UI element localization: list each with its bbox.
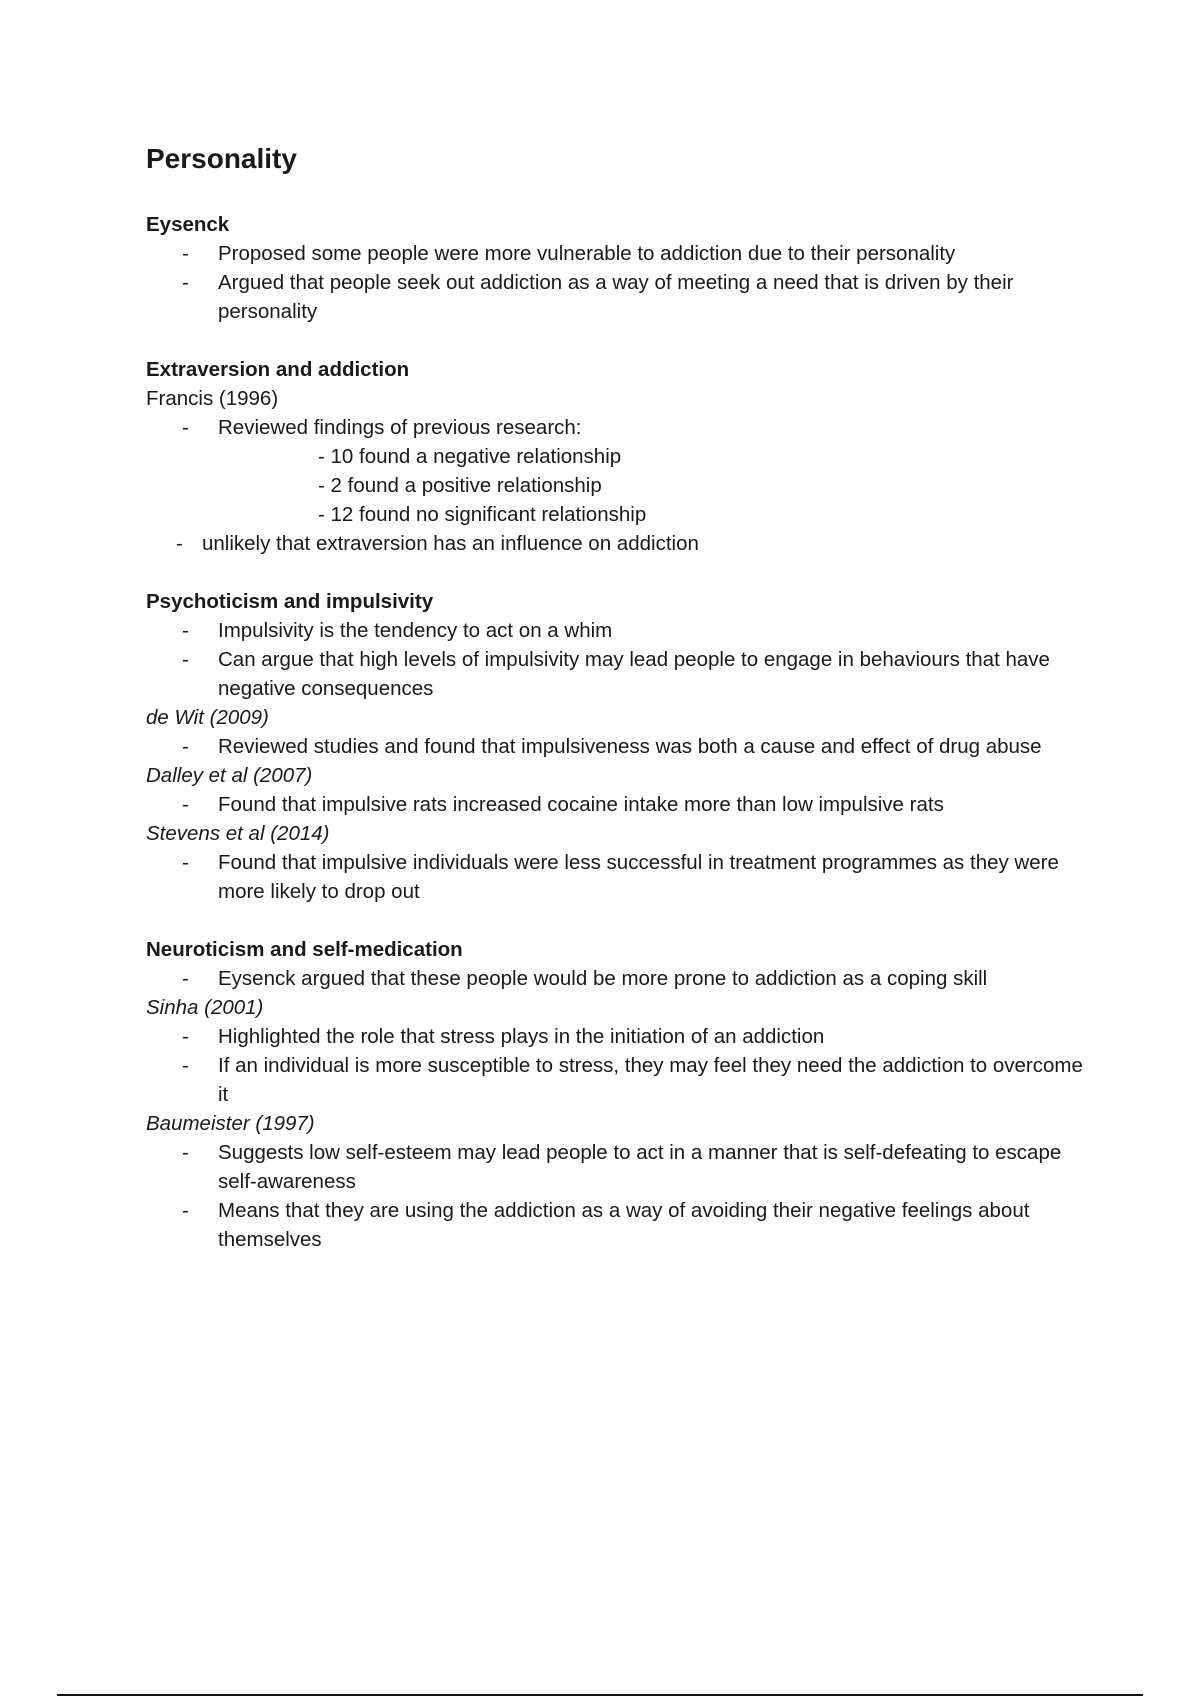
section-heading: Neuroticism and self-medication	[146, 938, 463, 961]
bullet-list	[146, 790, 1086, 819]
list-item: - Highlighted the role that stress plays in the initiation of an addiction	[218, 1022, 1086, 1051]
page-title: Personality	[146, 143, 297, 174]
list-item: - Found that impulsive rats increased cocaine intake more than low impulsive rats	[218, 790, 1086, 819]
finding-item: - 2 found a positive relationship	[318, 471, 1086, 500]
bullet-list	[146, 848, 1086, 906]
citation: Stevens et al (2014)	[146, 822, 330, 845]
citation: Baumeister (1997)	[146, 1112, 315, 1135]
section-eysenck	[146, 210, 1086, 326]
bullet-list	[146, 1022, 1086, 1109]
section-heading: Eysenck	[146, 213, 230, 236]
conclusion-item: - unlikely that extraversion has an influence on addiction	[202, 529, 1086, 558]
list-item: - Impulsivity is the tendency to act on a whim	[218, 616, 1086, 645]
list-item: - Found that impulsive individuals were less successful in treatment programmes as they were more likely to drop out	[218, 848, 1086, 906]
bullet-list	[146, 1138, 1086, 1254]
bullet-list	[146, 239, 1086, 326]
list-item: - Argued that people seek out addiction as a way of meeting a need that is driven by their personality	[218, 268, 1086, 326]
page-bottom-rule	[57, 1694, 1143, 1696]
list-item: - Suggests low self-esteem may lead people to act in a manner that is self-defeating to escape self-awareness	[218, 1138, 1086, 1196]
bullet-list	[146, 964, 1086, 993]
conclusion-list	[146, 529, 1086, 558]
findings-list	[218, 442, 1086, 529]
section-psychoticism	[146, 587, 1086, 906]
list-item: - Means that they are using the addiction as a way of avoiding their negative feelings about themselves	[218, 1196, 1086, 1254]
list-item: - Can argue that high levels of impulsivity may lead people to engage in behaviours that have negative consequences	[218, 645, 1086, 703]
finding-item: - 10 found a negative relationship	[318, 442, 1086, 471]
section-extraversion	[146, 355, 1086, 558]
bullet-list	[146, 616, 1086, 703]
section-neuroticism	[146, 935, 1086, 1254]
list-item-text: Reviewed findings of previous research:	[218, 416, 582, 439]
bullet-list	[146, 413, 1086, 529]
citation: Francis (1996)	[146, 387, 279, 410]
bullet-list	[146, 732, 1086, 761]
section-heading: Psychoticism and impulsivity	[146, 590, 434, 613]
citation: Dalley et al (2007)	[146, 764, 313, 787]
list-item: - Eysenck argued that these people would be more prone to addiction as a coping skill	[218, 964, 1086, 993]
list-item: - If an individual is more susceptible to stress, they may feel they need the addiction to overcome it	[218, 1051, 1086, 1109]
citation: Sinha (2001)	[146, 996, 264, 1019]
list-item: - Proposed some people were more vulnerable to addiction due to their personality	[218, 239, 1086, 268]
section-heading: Extraversion and addiction	[146, 358, 410, 381]
list-item: - Reviewed studies and found that impulsiveness was both a cause and effect of drug abuse	[218, 732, 1086, 761]
document-body	[146, 210, 1086, 1283]
citation: de Wit (2009)	[146, 706, 269, 729]
finding-item: - 12 found no significant relationship	[318, 500, 1086, 529]
list-item	[218, 413, 1086, 529]
